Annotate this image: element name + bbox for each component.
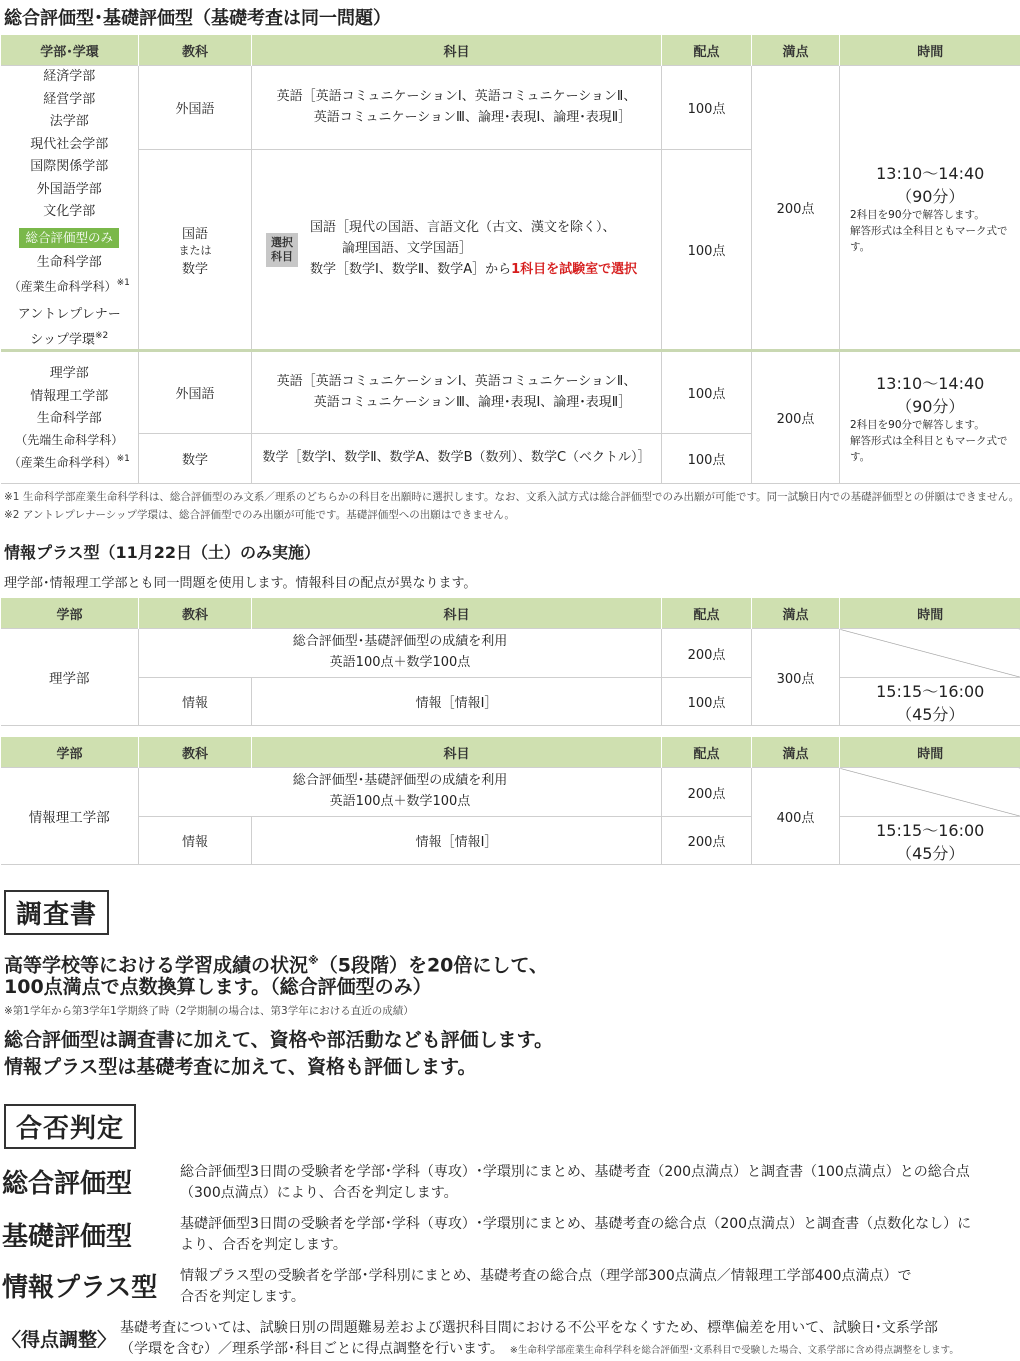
course-highlight: 1科目を試験室で選択 (511, 262, 637, 277)
dept-name: 法学部 (1, 111, 139, 134)
header-subject: 教科 (139, 737, 252, 768)
course-cell (252, 351, 662, 434)
course-line: 英語［英語コミュニケーションⅠ、英語コミュニケーションⅡ、 (252, 87, 661, 108)
time-duration: （45分） (840, 702, 1020, 725)
sougou-only-badge: 総合評価型のみ (19, 228, 119, 248)
groupB-departments (1, 351, 139, 484)
desc-line: 総合評価型3日間の受験者を学部･学科（専攻）･学環別にまとめ、基礎考査（200点満点）と調査書（100点満点）との総合点 (180, 1162, 970, 1183)
dept-sub: （産業生命科学科） (9, 455, 117, 469)
points-cell: 200点 (662, 768, 752, 817)
time-cell (840, 66, 1020, 351)
header-subject: 教科 (139, 598, 252, 629)
header-dept: 学部 (1, 737, 139, 768)
empty-time-cell (840, 768, 1020, 817)
dept-name: 理学部 (1, 363, 139, 386)
exam-table-main (0, 35, 1020, 484)
time-note: 2科目を90分で解答します。 (840, 207, 1020, 223)
time-duration: （45分） (840, 841, 1020, 864)
points-cell: 100点 (662, 434, 752, 484)
note-mark: ※2 (95, 331, 108, 341)
select-label-line: 選択 (271, 236, 293, 249)
dept-sub: （産業生命科学科） (9, 279, 117, 293)
time-duration: （90分） (840, 184, 1020, 207)
course-cell: 情報［情報Ⅰ］ (252, 817, 662, 865)
dept-name: 情報理工学部 (1, 386, 139, 409)
course-line: 総合評価型･基礎評価型の成績を利用 (139, 632, 661, 653)
text-part: （5段階）を20倍にして、 (319, 954, 548, 976)
points-cell: 200点 (662, 629, 752, 678)
chousasho-note: ※第1学年から第3学年1学期終了時（2学期制の場合は、第3学年における直近の成績） (4, 1003, 414, 1018)
subject-cell: 情報 (139, 678, 252, 726)
chousasho-line4: 情報プラス型は基礎考査に加えて、資格も評価します。 (4, 1054, 477, 1081)
header-total: 満点 (752, 35, 840, 66)
header-subject: 教科 (139, 35, 252, 66)
gouhi-label-kiso: 基礎評価型 (2, 1216, 132, 1253)
header-time: 時間 (840, 737, 1020, 768)
table-header-row (1, 598, 1020, 629)
course-cell (139, 629, 662, 678)
points-cell: 100点 (662, 150, 752, 351)
chousasho-line2: 100点満点で点数換算します。（総合評価型のみ） (4, 974, 432, 1001)
time-cell (840, 351, 1020, 484)
adjust-label: 〈得点調整〉 (2, 1325, 116, 1352)
dept-name: 生命科学部 (1, 252, 139, 275)
gouhi-label-sougou: 総合評価型 (2, 1163, 132, 1200)
table-row (1, 678, 1020, 726)
header-course: 科目 (252, 598, 662, 629)
footnote-1: ※1 生命科学部産業生命科学科は、総合評価型のみ文系／理系のどちらかの科目を出願時に選択します。なお、文系入試方式は総合評価型でのみ出願が可能です。同一試験日内での基礎評価型との併願はできません。 (4, 489, 1019, 504)
joho-table-science (0, 598, 1020, 726)
text-part: 高等学校等における学習成績の状況 (4, 954, 308, 976)
dept-name: 国際関係学部 (1, 156, 139, 179)
adjust-desc (120, 1318, 959, 1361)
desc-line: （300点満点）により、合否を判定します。 (180, 1183, 970, 1204)
table-row (1, 66, 1020, 150)
total-cell: 200点 (752, 351, 840, 484)
note-mark: ※1 (117, 278, 130, 288)
subject-cell: 外国語 (139, 66, 252, 150)
gouhi-heading: 合否判定 (4, 1104, 136, 1149)
desc-line: 基礎評価型3日間の受験者を学部･学科（専攻）･学環別にまとめ、基礎考査の総合点（200点満点）と調査書（点数化なし）に (180, 1214, 971, 1235)
desc-line: より、合否を判定します。 (180, 1235, 971, 1256)
header-total: 満点 (752, 598, 840, 629)
footnote-2: ※2 アントレプレナーシップ学環は、総合評価型でのみ出願が可能です。基礎評価型への出願はできません。 (4, 507, 515, 522)
time-value: 15:15～16:00 (840, 679, 1020, 702)
select-label-line: 科目 (271, 250, 293, 263)
dept-name: 文化学部 (1, 201, 139, 224)
dept-name: 生命科学部 (1, 408, 139, 431)
header-total: 満点 (752, 737, 840, 768)
select-label (266, 233, 298, 267)
course-cell (252, 150, 662, 351)
points-cell: 200点 (662, 817, 752, 865)
time-value: 13:10～14:40 (840, 161, 1020, 184)
table-row (1, 351, 1020, 434)
course-line: 国語［現代の国語、言語文化（古文、漢文を除く）、 (310, 218, 637, 239)
desc-line: 情報プラス型の受験者を学部･学科別にまとめ、基礎考査の総合点（理学部300点満点／情報理工学部400点満点）で (180, 1266, 911, 1287)
header-time: 時間 (840, 598, 1020, 629)
course-line: 英語コミュニケーションⅢ、論理･表現Ⅰ、論理･表現Ⅱ］ (252, 108, 661, 129)
empty-time-cell (840, 629, 1020, 678)
time-note: 解答形式は全科目ともマーク式です。 (840, 433, 1020, 465)
chousasho-heading: 調査書 (4, 890, 109, 935)
table-header-row (1, 737, 1020, 768)
subject-or: または (139, 242, 251, 258)
course-cell (252, 66, 662, 150)
gouhi-desc-kiso (180, 1214, 971, 1256)
time-cell (840, 678, 1020, 726)
header-course: 科目 (252, 737, 662, 768)
adjust-note: ※生命科学部産業生命科学科を総合評価型･文系科目で受験した場合、文系学部に含め得点調整をします。 (510, 1345, 959, 1356)
course-line: 英語［英語コミュニケーションⅠ、英語コミュニケーションⅡ、 (252, 372, 661, 393)
time-duration: （90分） (840, 394, 1020, 417)
subject-cell: 情報 (139, 817, 252, 865)
points-cell: 100点 (662, 66, 752, 150)
course-cell: 数学［数学Ⅰ、数学Ⅱ、数学A、数学B（数列）、数学C（ベクトル）］ (252, 434, 662, 484)
total-cell: 200点 (752, 66, 840, 351)
points-cell: 100点 (662, 678, 752, 726)
course-line: 論理国語、文学国語］ (310, 239, 637, 260)
subject-cell: 数学 (139, 434, 252, 484)
desc-line: 基礎考査については、試験日別の問題難易差および選択科目間における不公平をなくすため、標準偏差を用いて、試験日･文系学部 (120, 1318, 959, 1339)
table-row (1, 768, 1020, 817)
dept-name: 現代社会学部 (1, 134, 139, 157)
dept-cell: 情報理工学部 (1, 768, 139, 865)
table-row (1, 629, 1020, 678)
time-cell (840, 817, 1020, 865)
dept-cell: 理学部 (1, 629, 139, 726)
subject-name: 国語 (139, 223, 251, 242)
dept-name: 外国語学部 (1, 179, 139, 202)
total-cell: 300点 (752, 629, 840, 726)
course-cell: 情報［情報Ⅰ］ (252, 678, 662, 726)
dept-name: シップ学環 (30, 332, 95, 347)
header-dept: 学部 (1, 598, 139, 629)
subject-cell (139, 150, 252, 351)
header-time: 時間 (840, 35, 1020, 66)
course-line: 英語100点＋数学100点 (139, 653, 661, 674)
note-mark: ※ (308, 954, 319, 967)
course-line: 英語コミュニケーションⅢ、論理･表現Ⅰ、論理･表現Ⅱ］ (252, 393, 661, 414)
desc-line: （学環を含む）／理系学部･科目ごとに得点調整を行います。 (120, 1341, 504, 1357)
course-line: 総合評価型･基礎評価型の成績を利用 (139, 771, 661, 792)
desc-line: 合否を判定します。 (180, 1287, 911, 1308)
course-line: 数学［数学Ⅰ、数学Ⅱ、数学A］から (310, 262, 511, 277)
section1-title: 総合評価型･基礎評価型（基礎考査は同一問題） (4, 4, 391, 30)
points-cell: 100点 (662, 351, 752, 434)
chousasho-line3: 総合評価型は調査書に加えて、資格や部活動なども評価します。 (4, 1027, 553, 1054)
section2-subtitle: 理学部･情報理工学部とも同一問題を使用します。情報科目の配点が異なります。 (4, 572, 476, 591)
note-mark: ※1 (117, 454, 130, 464)
table-row (1, 817, 1020, 865)
section2-title: 情報プラス型（11月22日（土）のみ実施） (4, 540, 320, 563)
table-header-row (1, 35, 1020, 66)
dept-name: アントレプレナー (1, 304, 139, 327)
dept-name: 経営学部 (1, 89, 139, 112)
groupA-departments (1, 66, 139, 351)
header-points: 配点 (662, 35, 752, 66)
header-points: 配点 (662, 737, 752, 768)
subject-cell: 外国語 (139, 351, 252, 434)
header-dept: 学部･学環 (1, 35, 139, 66)
time-value: 15:15～16:00 (840, 818, 1020, 841)
time-value: 13:10～14:40 (840, 371, 1020, 394)
time-note: 解答形式は全科目ともマーク式です。 (840, 223, 1020, 255)
header-course: 科目 (252, 35, 662, 66)
gouhi-desc-sougou (180, 1162, 970, 1204)
subject-name: 数学 (139, 258, 251, 277)
total-cell: 400点 (752, 768, 840, 865)
joho-table-infotech (0, 737, 1020, 865)
dept-sub: （先端生命科学科） (15, 433, 123, 447)
header-points: 配点 (662, 598, 752, 629)
course-line: 英語100点＋数学100点 (139, 792, 661, 813)
gouhi-label-joho: 情報プラス型 (2, 1267, 157, 1304)
course-cell (139, 768, 662, 817)
dept-name: 経済学部 (1, 66, 139, 89)
time-note: 2科目を90分で解答します。 (840, 417, 1020, 433)
gouhi-desc-joho (180, 1266, 911, 1308)
